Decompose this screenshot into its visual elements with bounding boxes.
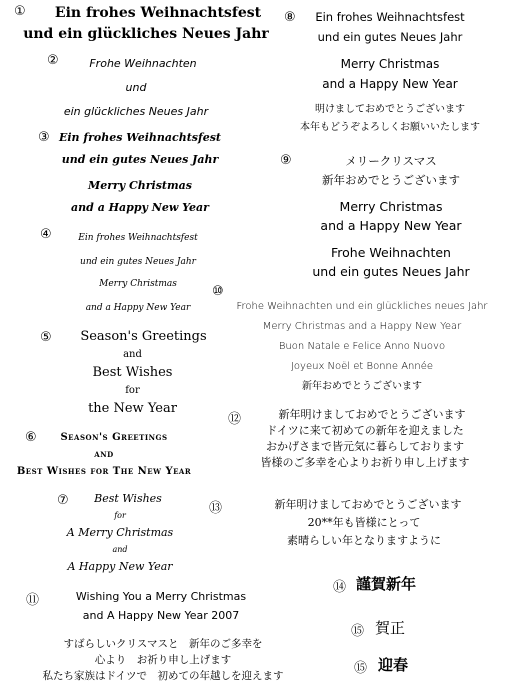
greeting-line: Frohe Weihnachten: [331, 245, 451, 260]
greeting-line: Season's Greetings: [60, 432, 168, 443]
greeting-line: Frohe Weihnachten und ein glückliches neues Jahr: [236, 301, 488, 312]
greeting-line: and: [123, 349, 142, 360]
greeting-line: 新年おめでとうございます: [302, 381, 422, 392]
greeting-line: Wishing You a Merry Christmas: [75, 590, 247, 603]
greeting-line: the New Year: [88, 401, 177, 416]
greeting-line: 20**年も皆様にとって: [307, 516, 421, 529]
greeting-line: and a Happy New Year: [322, 77, 458, 91]
greeting-line: Ein frohes Weihnachtsfest: [78, 233, 198, 243]
greeting-line: and: [112, 545, 128, 554]
item-number: ⑫: [228, 412, 242, 427]
greeting-line: Best Wishes: [94, 492, 162, 505]
greeting-line: and a Happy New Year: [71, 201, 209, 214]
greeting-line: 新年明けましておめでとうございます: [278, 408, 466, 421]
item-number: ⑬: [209, 501, 223, 516]
greeting-line: Season's Greetings: [80, 329, 207, 344]
item-number: ⑩: [212, 284, 224, 299]
greeting-line: Buon Natale e Felice Anno Nuovo: [278, 341, 446, 352]
greeting-line: Best Wishes: [92, 365, 173, 380]
item-number: ⑨: [280, 153, 292, 168]
greeting-line: Merry Christmas: [340, 57, 440, 71]
greeting-line: 皆様のご多幸を心よりお祈り申し上げます: [260, 456, 470, 469]
greeting-line: und ein gutes Neues Jahr: [317, 30, 463, 44]
greeting-line: Merry Christmas: [88, 179, 192, 192]
greeting-line: 謹賀新年: [356, 575, 417, 593]
item-number: ②: [47, 53, 59, 68]
greeting-line: Frohe Weihnachten: [89, 57, 197, 70]
greeting-line: Best Wishes for The New Year: [16, 466, 192, 477]
greeting-line: ein glückliches Neues Jahr: [63, 105, 209, 118]
greeting-line: すばらしいクリスマスと 新年のご多幸を: [63, 638, 263, 650]
greeting-line: und ein gutes Neues Jahr: [80, 257, 196, 267]
greeting-line: おかげさまで皆元気に暮らしております: [266, 440, 464, 453]
greeting-line: for: [125, 385, 140, 396]
item-number: ⑥: [25, 430, 37, 445]
item-number: ⑭: [333, 580, 347, 595]
greeting-line: und: [125, 81, 147, 94]
greeting-line: Ein frohes Weihnachtsfest: [315, 10, 465, 24]
item-number: ③: [38, 130, 50, 145]
item-number: ⑦: [57, 493, 69, 508]
greeting-line: and A Happy New Year 2007: [82, 609, 240, 622]
item-number: ⑧: [284, 10, 296, 25]
greeting-line: und ein gutes Neues Jahr: [312, 264, 470, 279]
greeting-line: Joyeux Noël et Bonne Année: [290, 361, 434, 372]
greeting-line: 新年おめでとうございます: [322, 173, 460, 187]
item-number: ④: [40, 227, 52, 242]
greeting-line: and: [94, 449, 114, 460]
greeting-line: 明けましておめでとうございます: [315, 104, 465, 115]
greeting-line: Merry Christmas and a Happy New Year: [262, 321, 462, 332]
greeting-line: und ein gutes Neues Jahr: [61, 153, 219, 166]
greeting-line: for: [114, 511, 126, 520]
greeting-line: Ein frohes Weihnachtsfest: [54, 5, 262, 21]
greeting-line: メリークリスマス: [345, 154, 437, 168]
greeting-line: 新年明けましておめでとうございます: [274, 498, 462, 511]
item-number: ⑪: [26, 593, 40, 608]
greeting-line: 私たち家族はドイツで 初めての年越しを迎えます: [42, 670, 284, 682]
greeting-line: and a Happy New Year: [85, 303, 191, 313]
greeting-line: 素晴らしい年となりますように: [287, 534, 441, 547]
greeting-line: Merry Christmas: [99, 279, 177, 289]
greeting-line: 心より お祈り申し上げます: [94, 654, 232, 666]
greeting-line: A Happy New Year: [67, 560, 173, 573]
greeting-line: Ein frohes Weihnachtsfest: [58, 131, 221, 144]
greeting-line: 賀正: [375, 619, 406, 637]
greeting-line: und ein glückliches Neues Jahr: [23, 26, 269, 42]
item-number: ⑤: [40, 330, 52, 345]
item-number: ⑮: [354, 661, 368, 676]
greeting-line: A Merry Christmas: [66, 526, 174, 539]
greeting-line: and a Happy New Year: [320, 218, 462, 233]
item-number: ⑮: [351, 624, 365, 639]
greeting-line: Merry Christmas: [339, 199, 443, 214]
item-number: ①: [14, 4, 26, 19]
greeting-line: ドイツに来て初めての新年を迎えました: [266, 424, 464, 437]
greeting-line: 迎春: [378, 656, 409, 674]
greeting-line: 本年もどうぞよろしくお願いいたします: [300, 122, 480, 133]
